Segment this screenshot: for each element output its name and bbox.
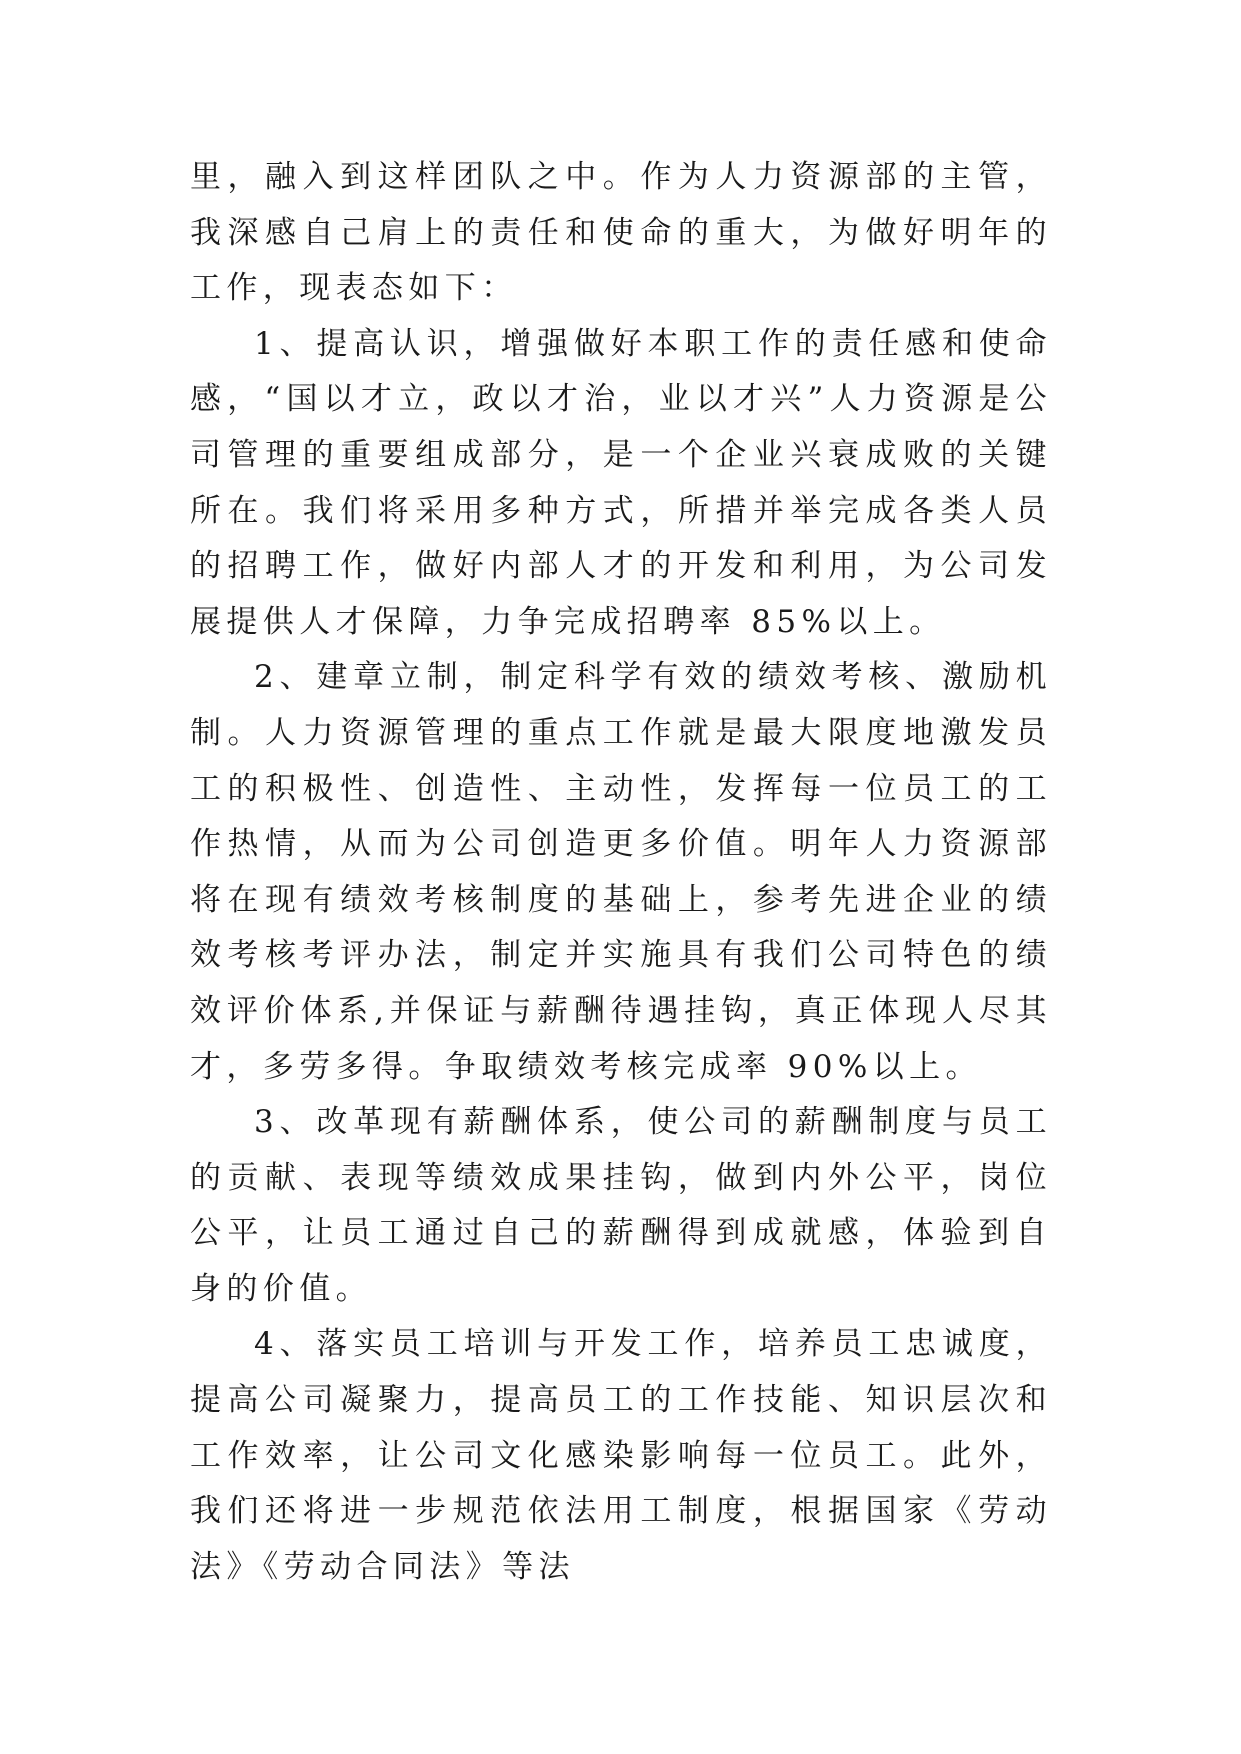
- paragraph-item-2: 2、建章立制，制定科学有效的绩效考核、激励机制。人力资源管理的重点工作就是最大限度地激发员工的积极性、创造性、主动性，发挥每一位员工的工作热情，从而为公司创造更多价值。明年人力资源部将在现有绩效考核制度的基础上，参考先进企业的绩效考核考评办法，制定并实施具有我们公司特色的绩效评价体系,并保证与薪酬待遇挂钩，真正体现人尽其才，多劳多得。争取绩效考核完成率 90%以上。: [190, 659, 1052, 1085]
- document-page: [190, 150, 1052, 1595]
- paragraph-item-1: 1、提高认识，增强做好本职工作的责任感和使命感，“国以才立，政以才治，业以才兴”人力资源是公司管理的重要组成部分，是一个企业兴衰成败的关键所在。我们将采用多种方式，所措并举完成各类人员的招聘工作，做好内部人才的开发和利用，为公司发展提供人才保障，力争完成招聘率 85%以上。: [190, 325, 1052, 640]
- paragraph-item-4: 4、落实员工培训与开发工作，培养员工忠诚度，提高公司凝聚力，提高员工的工作技能、知识层次和工作效率，让公司文化感染影响每一位员工。此外，我们还将进一步规范依法用工制度，根据国家《劳动法》《劳动合同法》等法: [190, 1326, 1052, 1585]
- paragraph-continuation: 里，融入到这样团队之中。作为人力资源部的主管，我深感自己肩上的责任和使命的重大，为做好明年的工作，现表态如下：: [190, 159, 1052, 307]
- paragraph-item-3: 3、改革现有薪酬体系，使公司的薪酬制度与员工的贡献、表现等绩效成果挂钩，做到内外公平，岗位公平，让员工通过自己的薪酬得到成就感，体验到自身的价值。: [190, 1104, 1052, 1307]
